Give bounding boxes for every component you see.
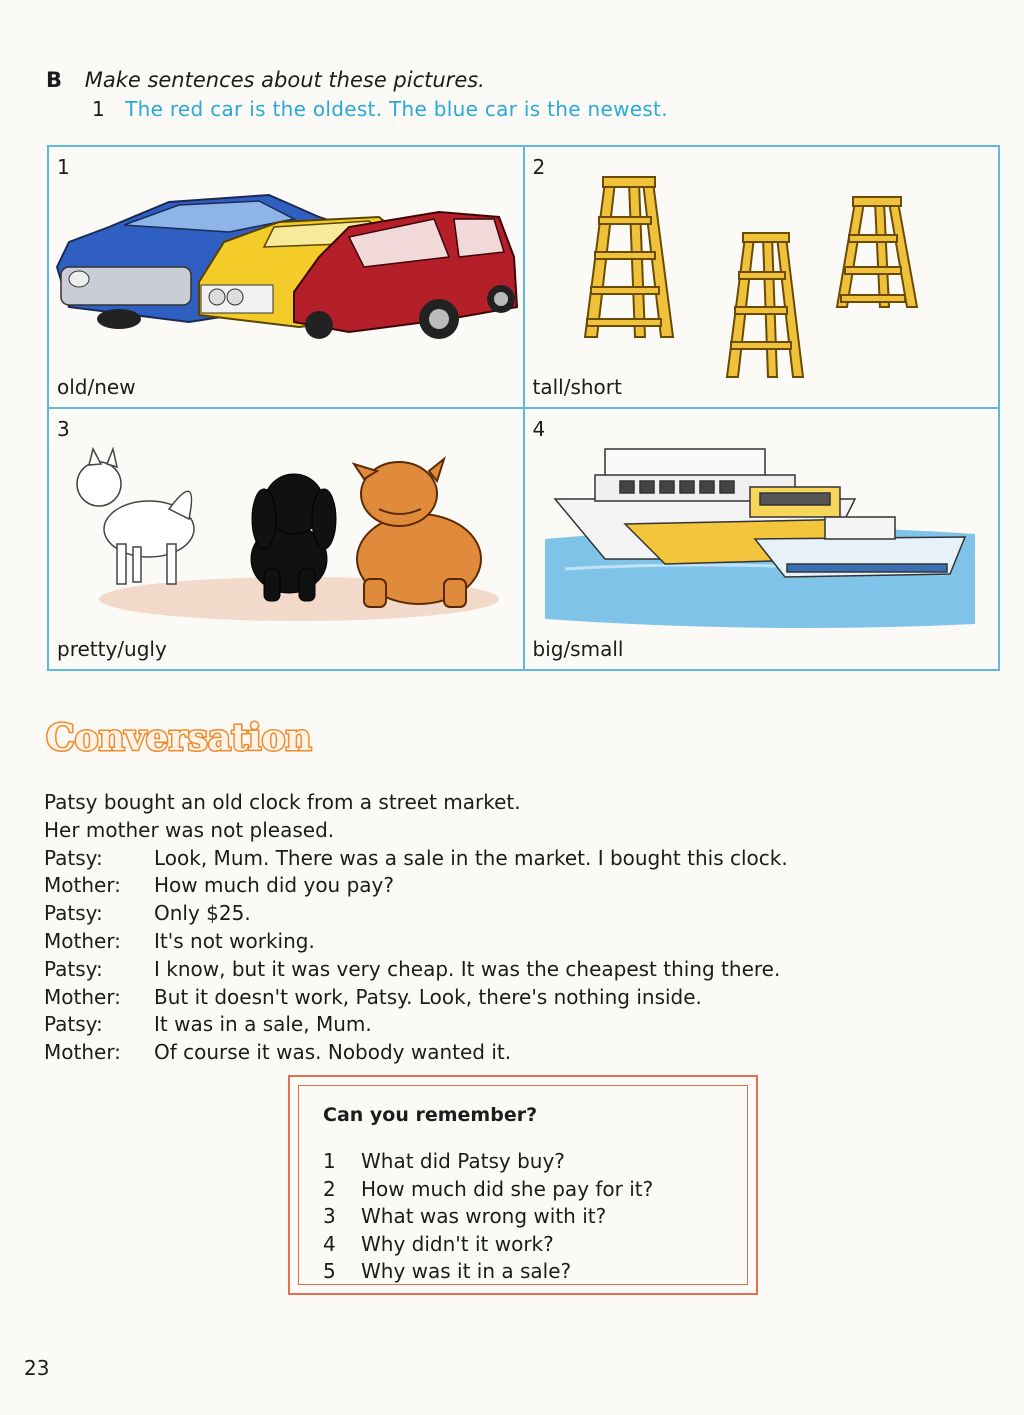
dialog-line bbox=[44, 872, 788, 900]
exercise-heading bbox=[46, 68, 485, 92]
picture-cell-ladders bbox=[524, 146, 1000, 408]
cars-illustration bbox=[49, 147, 524, 408]
example-sentence bbox=[92, 97, 668, 121]
example-answer: The red car is the oldest. The blue car is the newest. bbox=[125, 97, 668, 121]
dialog-line bbox=[44, 845, 788, 873]
speaker: Patsy: bbox=[44, 956, 103, 981]
conversation-dialog bbox=[44, 789, 788, 1067]
question-list bbox=[323, 1148, 653, 1286]
picture-number: 2 bbox=[532, 155, 546, 179]
utterance: It was in a sale, Mum. bbox=[154, 1012, 372, 1037]
picture-cell-cars bbox=[48, 146, 524, 408]
example-number: 1 bbox=[92, 97, 105, 121]
picture-number: 4 bbox=[532, 417, 546, 441]
dialog-line bbox=[44, 984, 788, 1012]
speaker: Patsy: bbox=[44, 845, 103, 870]
page-number: 23 bbox=[24, 1356, 50, 1380]
dialog-line bbox=[44, 1039, 788, 1067]
question-item bbox=[323, 1148, 653, 1176]
question-item bbox=[323, 1258, 653, 1286]
speaker: Mother: bbox=[44, 984, 121, 1009]
dogs-illustration bbox=[49, 409, 524, 670]
question-item bbox=[323, 1203, 653, 1231]
utterance: Of course it was. Nobody wanted it. bbox=[154, 1040, 512, 1065]
speaker: Mother: bbox=[44, 873, 121, 898]
question-text: Why didn't it work? bbox=[361, 1231, 554, 1256]
utterance: How much did you pay? bbox=[154, 873, 394, 898]
intro-line: Her mother was not pleased. bbox=[44, 817, 335, 842]
picture-caption: pretty/ugly bbox=[57, 637, 167, 661]
utterance: But it doesn't work, Patsy. Look, there's nothing inside. bbox=[154, 984, 702, 1009]
picture-number: 3 bbox=[57, 417, 70, 441]
question-number: 5 bbox=[323, 1259, 336, 1284]
utterance: Look, Mum. There was a sale in the market. I bought this clock. bbox=[154, 845, 788, 870]
utterance: Only $25. bbox=[154, 901, 251, 926]
question-number: 1 bbox=[323, 1149, 336, 1173]
picture-grid bbox=[47, 145, 1000, 671]
question-number: 3 bbox=[323, 1204, 336, 1229]
boats-illustration bbox=[525, 409, 1000, 670]
speaker: Mother: bbox=[44, 928, 121, 953]
picture-caption: tall/short bbox=[532, 375, 622, 399]
utterance: I know, but it was very cheap. It was the cheapest thing there. bbox=[154, 956, 781, 981]
speaker: Patsy: bbox=[44, 1012, 103, 1037]
dialog-line bbox=[44, 900, 788, 928]
exercise-instruction: Make sentences about these pictures. bbox=[84, 68, 485, 92]
question-item bbox=[323, 1231, 653, 1259]
utterance: It's not working. bbox=[154, 928, 315, 953]
speaker: Patsy: bbox=[44, 901, 103, 926]
picture-caption: big/small bbox=[532, 637, 624, 661]
intro-line: Patsy bought an old clock from a street market. bbox=[44, 790, 521, 814]
picture-cell-dogs bbox=[48, 408, 524, 670]
remember-title: Can you remember? bbox=[323, 1104, 538, 1126]
question-number: 4 bbox=[323, 1231, 336, 1256]
question-text: Why was it in a sale? bbox=[361, 1259, 572, 1284]
dialog-line bbox=[44, 928, 788, 956]
exercise-letter: B bbox=[46, 68, 63, 92]
ladders-illustration bbox=[525, 147, 1000, 408]
remember-box-inner bbox=[298, 1085, 748, 1285]
picture-cell-boats bbox=[524, 408, 1000, 670]
question-text: What was wrong with it? bbox=[361, 1204, 607, 1229]
question-item bbox=[323, 1176, 653, 1204]
conversation-title bbox=[44, 716, 374, 760]
remember-box bbox=[288, 1075, 758, 1295]
picture-caption: old/new bbox=[57, 375, 136, 399]
dialog-line bbox=[44, 956, 788, 984]
question-number: 2 bbox=[323, 1176, 336, 1201]
picture-number: 1 bbox=[57, 155, 70, 179]
question-text: How much did she pay for it? bbox=[361, 1176, 654, 1201]
conversation-title-text: Conversation bbox=[46, 717, 312, 759]
speaker: Mother: bbox=[44, 1040, 121, 1065]
question-text: What did Patsy buy? bbox=[361, 1149, 565, 1173]
dialog-line bbox=[44, 1011, 788, 1039]
